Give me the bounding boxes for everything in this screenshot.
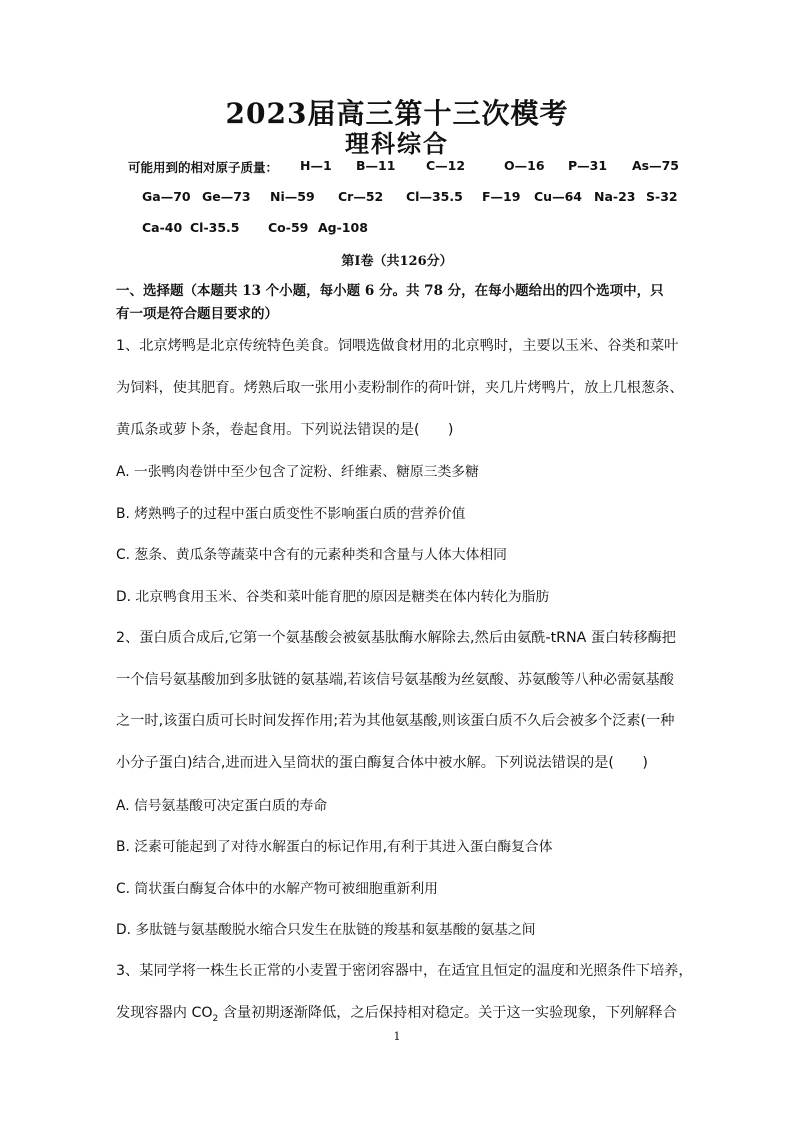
question-2-line: 一个信号氨基酸加到多肽链的氨基端,若该信号氨基酸为丝氨酸、苏氨酸等八种必需氨基酸 (116, 672, 674, 688)
question-1-option-d: D. 北京鸭食用玉米、谷类和菜叶能育肥的原因是糖类在体内转化为脂肪 (116, 589, 550, 605)
atomic-mass-item: P—31 (568, 158, 608, 173)
exam-title: 2023届高三第十三次模考 (225, 97, 569, 130)
question-2-option-c: C. 筒状蛋白酶复合体中的水解产物可被细胞重新利用 (116, 881, 438, 897)
atomic-mass-item: Cl—35.5 (406, 189, 463, 204)
question-1-option-c: C. 葱条、黄瓜条等蔬菜中含有的元素种类和含量与人体大体相同 (116, 547, 507, 563)
question-1-option-b: B. 烤熟鸭子的过程中蛋白质变性不影响蛋白质的营养价值 (116, 506, 466, 522)
atomic-mass-item: Ni—59 (270, 189, 315, 204)
question-2-option-b: B. 泛素可能起到了对待水解蛋白的标记作用,有利于其进入蛋白酶复合体 (116, 839, 553, 855)
question-2-option-a: A. 信号氨基酸可决定蛋白质的寿命 (116, 798, 328, 814)
atomic-mass-item: Co-59 (268, 220, 309, 235)
question-3-text-post: 含量初期逐渐降低，之后保持相对稳定。关于这一实验现象，下列解释合 (218, 1005, 677, 1021)
question-2-line: 小分子蛋白)结合,进而进入呈筒状的蛋白酶复合体中被水解。下列说法错误的是( ) (116, 755, 648, 771)
atomic-mass-item: C—12 (426, 158, 466, 173)
atomic-mass-item: O—16 (504, 158, 545, 173)
instructions-line-2: 有一项是符合题目要求的） (116, 306, 278, 322)
atomic-mass-item: Cr—52 (338, 189, 384, 204)
question-1-option-a: A. 一张鸭肉卷饼中至少包含了淀粉、纤维素、糖原三类多糖 (116, 464, 479, 480)
question-2-line: 2、蛋白质合成后,它第一个氨基酸会被氨基肽酶水解除去,然后由氨酰-tRNA 蛋白转移酶把 (116, 630, 676, 646)
atomic-mass-item: S-32 (646, 189, 678, 204)
atomic-mass-item: Ga—70 (142, 189, 191, 204)
question-1-line: 1、北京烤鸭是北京传统特色美食。饲喂选做食材用的北京鸭时，主要以玉米、谷类和菜叶 (116, 338, 679, 354)
atomic-mass-item: Ge—73 (202, 189, 251, 204)
section-title: 第Ⅰ卷（共126分） (341, 254, 453, 269)
co2-subscript: 2 (212, 1013, 219, 1024)
question-3-line: 3、某同学将一株生长正常的小麦置于密闭容器中，在适宜且恒定的温度和光照条件下培养， (116, 963, 693, 979)
atomic-mass-item: Ag-108 (318, 220, 368, 235)
atomic-mass-item: Cu—64 (534, 189, 582, 204)
atomic-mass-label: 可能用到的相对原子质量： (128, 160, 279, 175)
page-number: 1 (393, 1030, 401, 1043)
atomic-mass-item: H—1 (300, 158, 332, 173)
atomic-mass-item: F—19 (482, 189, 521, 204)
atomic-mass-item: Na-23 (594, 189, 636, 204)
exam-subtitle: 理科综合 (345, 129, 449, 158)
question-1-line: 黄瓜条或萝卜条，卷起食用。下列说法错误的是( ) (116, 422, 454, 438)
atomic-mass-item: As—75 (632, 158, 680, 173)
question-3-text-pre: 发现容器内 CO (116, 1005, 213, 1021)
question-1-line: 为饲料，使其肥育。烤熟后取一张用小麦粉制作的荷叶饼，夹几片烤鸭片，放上几根葱条、 (116, 380, 684, 396)
question-2-option-d: D. 多肽链与氨基酸脱水缩合只发生在肽链的羧基和氨基酸的氨基之间 (116, 922, 536, 938)
question-3-line-last (116, 1002, 677, 1024)
atomic-mass-item: Ca-40 (142, 220, 183, 235)
question-2-line: 之一时,该蛋白质可长时间发挥作用;若为其他氨基酸,则该蛋白质不久后会被多个泛素(一种 (116, 713, 675, 729)
atomic-mass-item: Cl-35.5 (190, 220, 240, 235)
atomic-mass-item: B—11 (356, 158, 396, 173)
instructions-line-1: 一、选择题（本题共 13 个小题，每小题 6 分。共 78 分，在每小题给出的四个选项中，只 (116, 283, 664, 299)
